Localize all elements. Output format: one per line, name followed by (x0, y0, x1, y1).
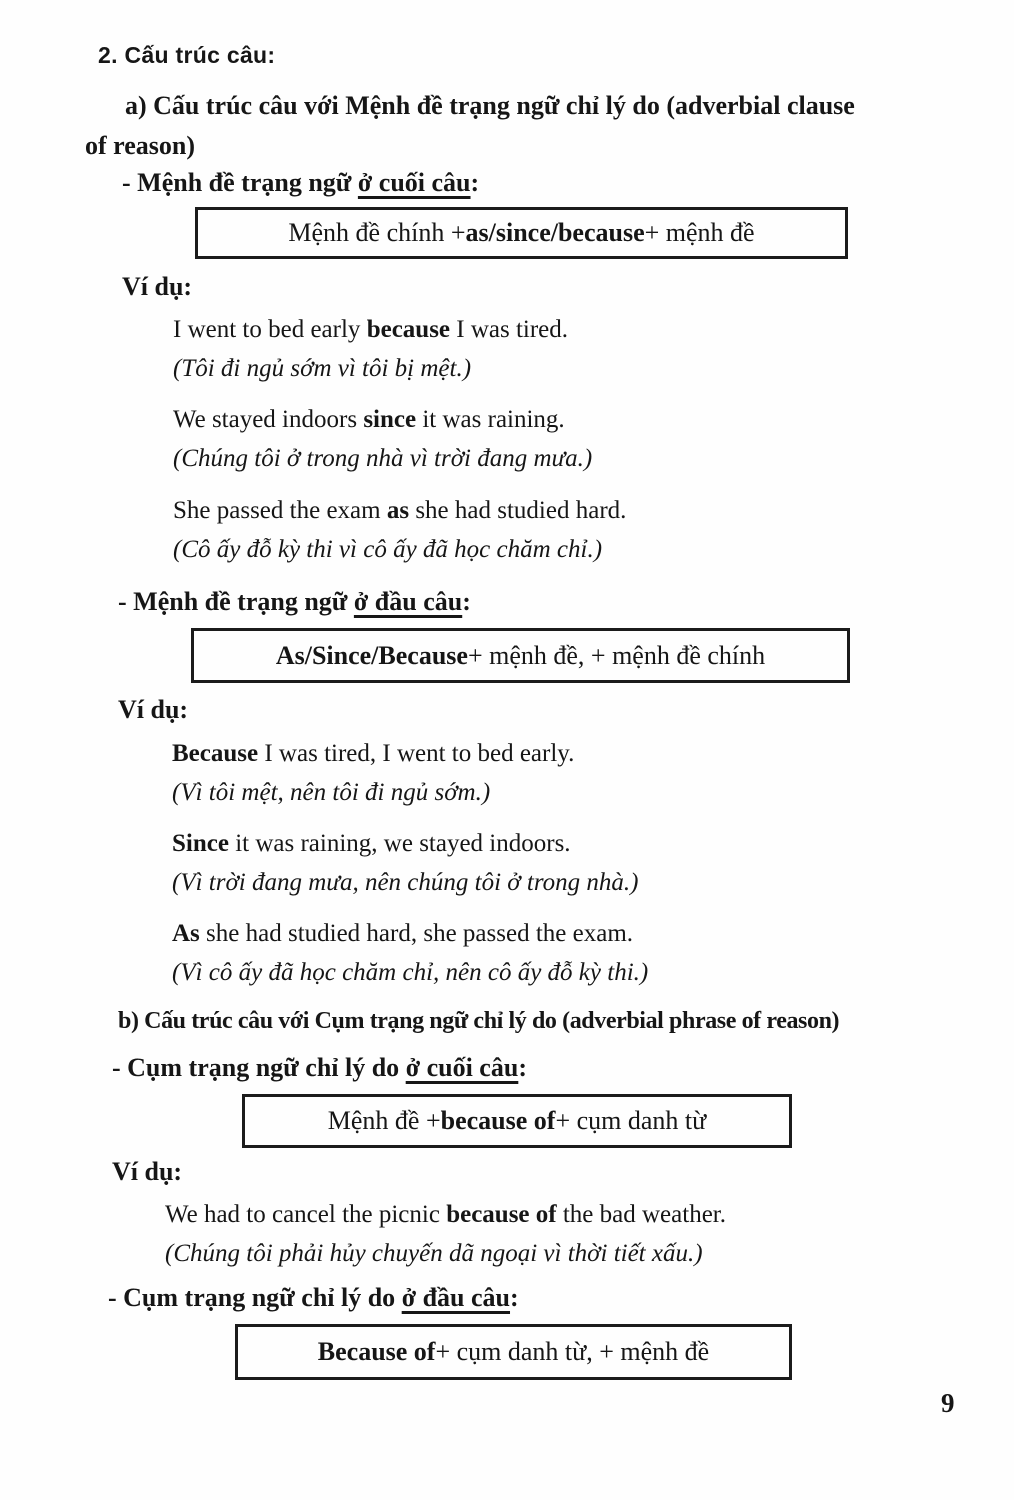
sentence-keyword: because (366, 316, 451, 343)
sentence-keyword: as (386, 497, 410, 524)
example-sentence (173, 400, 592, 439)
example-pair (172, 734, 574, 812)
rule-label-underlined: ở đầu câu (353, 587, 463, 616)
example-translation: (Vì cô ấy đã học chăm chỉ, nên cô ấy đỗ kỳ thi.) (172, 959, 649, 986)
rule-label-clause-end (122, 168, 479, 198)
example-translation: (Cô ấy đỗ kỳ thi vì cô ấy đã học chăm chỉ.) (173, 536, 603, 563)
subsection-a-title (85, 86, 985, 166)
example-pair (165, 1195, 726, 1273)
rule-label-underlined: ở cuối câu (405, 1053, 519, 1082)
example-sentence (165, 1195, 726, 1234)
rule-label-text: - Cụm trạng ngữ chỉ lý do (112, 1053, 406, 1082)
formula-keyword: Because of (317, 1337, 436, 1366)
rule-label-text: - Cụm trạng ngữ chỉ lý do (108, 1283, 402, 1312)
sentence-pre: We stayed indoors (173, 406, 364, 433)
sentence-keyword: since (363, 406, 417, 433)
example-sentence (172, 914, 648, 953)
example-pair (173, 400, 592, 478)
formula-box-phrase-end (242, 1094, 792, 1148)
example-sentence (173, 491, 626, 530)
example-pair (173, 491, 626, 569)
example-translation: (Chúng tôi phải hủy chuyến dã ngoại vì thời tiết xấu.) (165, 1240, 703, 1267)
sentence-post: I was tired, I went to bed early. (258, 740, 575, 767)
subsection-a-title-line1: a) Cấu trúc câu với Mệnh đề trạng ngữ chỉ lý do (adverbial clause (125, 91, 855, 120)
example-pair (172, 914, 648, 992)
subsection-a-title-line2: of reason) (85, 131, 196, 160)
sentence-pre: I went to bed early (173, 316, 367, 343)
rule-label-colon: : (510, 1283, 519, 1312)
rule-label-colon: : (518, 1053, 527, 1082)
sentence-post: it was raining, we stayed indoors. (228, 830, 571, 857)
sentence-keyword: because of (446, 1201, 557, 1228)
sentence-post: the bad weather. (556, 1201, 726, 1228)
rule-label-colon: : (470, 168, 480, 197)
rule-label-phrase-end (112, 1053, 527, 1083)
sentence-post: I was tired. (450, 316, 569, 343)
example-translation: (Vì trời đang mưa, nên chúng tôi ở trong nhà.) (172, 869, 639, 896)
formula-pre: Mệnh đề chính + (288, 218, 466, 247)
rule-label-clause-start (118, 587, 471, 617)
sentence-keyword: Because (172, 740, 259, 767)
formula-pre: Mệnh đề + (327, 1106, 441, 1135)
example-label: Ví dụ: (112, 1157, 183, 1186)
subsection-b-title: b) Cấu trúc câu với Cụm trạng ngữ chỉ lý do (adverbial phrase of reason) (118, 1008, 840, 1034)
formula-box-phrase-start (235, 1324, 792, 1380)
sentence-post: she had studied hard, she passed the exam. (199, 920, 634, 947)
sentence-pre: We had to cancel the picnic (165, 1201, 447, 1228)
sentence-post: she had studied hard. (409, 497, 627, 524)
rule-label-phrase-start (108, 1283, 519, 1313)
example-label: Ví dụ: (118, 695, 189, 724)
rule-label-text: - Mệnh đề trạng ngữ (122, 168, 358, 197)
formula-keyword: because of (440, 1106, 556, 1135)
rule-label-colon: : (462, 587, 471, 616)
example-sentence (173, 310, 568, 349)
sentence-post: it was raining. (416, 406, 565, 433)
formula-post: + mệnh đề, + mệnh đề chính (467, 640, 766, 670)
formula-keyword: as/since/because (465, 218, 645, 247)
sentence-pre: She passed the exam (173, 497, 387, 524)
formula-keyword: As/Since/Because (275, 640, 468, 670)
rule-label-text: - Mệnh đề trạng ngữ (118, 587, 354, 616)
example-translation: (Tôi đi ngủ sớm vì tôi bị mệt.) (173, 355, 472, 382)
formula-post: + mệnh đề (644, 218, 755, 247)
example-pair (173, 310, 568, 388)
example-translation: (Chúng tôi ở trong nhà vì trời đang mưa.) (173, 445, 593, 472)
sentence-keyword: Since (172, 830, 229, 857)
formula-box-clause-start (191, 628, 850, 683)
example-pair (172, 824, 638, 902)
sentence-keyword: As (172, 920, 200, 947)
rule-label-underlined: ở cuối câu (357, 168, 471, 197)
section-heading: 2. Cấu trúc câu: (98, 42, 276, 68)
rule-label-underlined: ở đầu câu (401, 1283, 511, 1312)
example-translation: (Vì tôi mệt, nên tôi đi ngủ sớm.) (172, 779, 491, 806)
example-sentence (172, 824, 638, 863)
example-sentence (172, 734, 574, 773)
formula-post: + cụm danh từ (555, 1106, 707, 1135)
formula-box-clause-end (195, 207, 848, 259)
formula-post: + cụm danh từ, + mệnh đề (435, 1337, 710, 1366)
page-number: 9 (941, 1388, 955, 1418)
example-label: Ví dụ: (122, 272, 193, 301)
